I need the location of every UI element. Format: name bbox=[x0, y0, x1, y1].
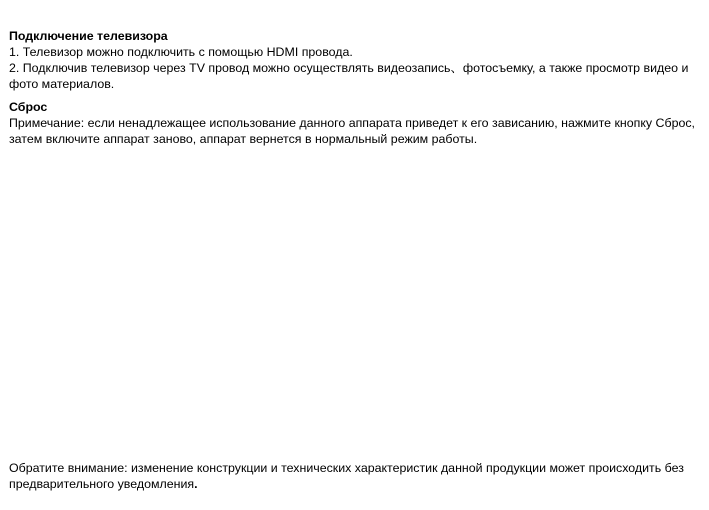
tv-connection-heading: Подключение телевизора bbox=[9, 29, 168, 43]
tv-connection-item-2: 2. Подключив телевизор через TV провод можно осуществлять видеозапись、фотосъемку, а также просмотр видео и фото материалов. bbox=[9, 61, 689, 91]
notice-text bbox=[9, 460, 705, 492]
notice-section bbox=[9, 460, 705, 492]
notice-body: Обратите внимание: изменение конструкции и технических характеристик данной продукции может происходить без предварительного уведомления bbox=[9, 461, 684, 491]
reset-section bbox=[9, 99, 705, 147]
notice-end-mark: . bbox=[194, 477, 198, 491]
tv-connection-section bbox=[9, 28, 705, 92]
reset-note: Примечание: если ненадлежащее использование данного аппарата приведет к его зависанию, нажмите кнопку Сброс, затем включите аппарат заново, аппарат вернется в нормальный режим работы. bbox=[9, 116, 695, 146]
tv-connection-item-1: 1. Телевизор можно подключить с помощью HDMI провода. bbox=[9, 45, 353, 59]
reset-heading: Сброс bbox=[9, 100, 48, 114]
